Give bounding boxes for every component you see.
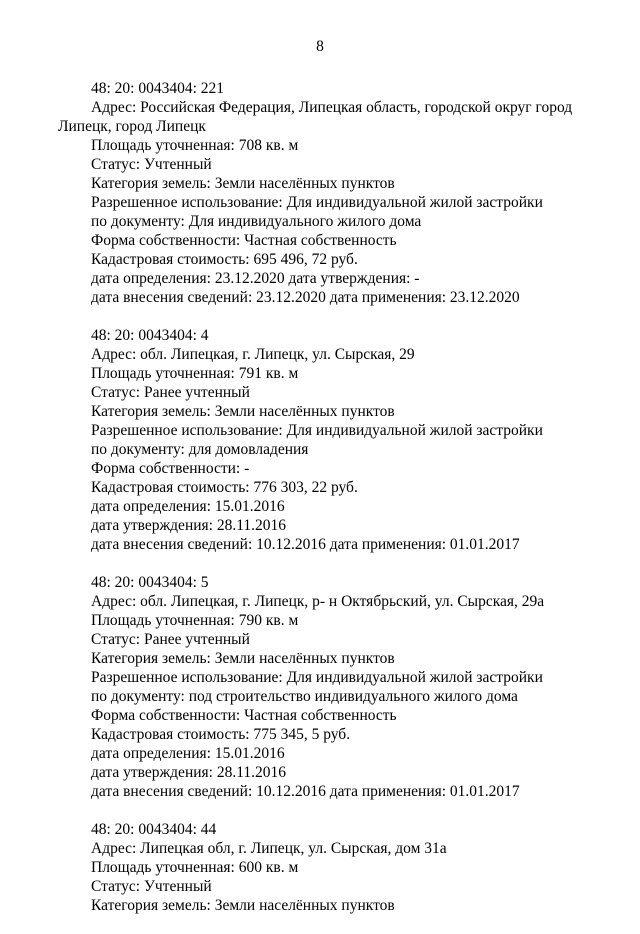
address: Адрес: обл. Липецкая, г. Липецк, ул. Сырская, 29	[91, 346, 415, 363]
area: Площадь уточненная: 790 кв. м	[91, 612, 299, 629]
address: Адрес: Российская Федерация, Липецкая область, городской округ город	[91, 99, 573, 116]
cadastral-number: 48: 20: 0043404: 221	[91, 80, 225, 97]
records-list	[0, 79, 640, 934]
cadastral-value: Кадастровая стоимость: 775 345, 5 руб.	[91, 726, 351, 743]
permitted-use: Разрешенное использование: Для индивидуальной жилой застройки	[91, 422, 543, 439]
cadastral-number: 48: 20: 0043404: 5	[91, 574, 209, 591]
entry-date: дата внесения сведений: 10.12.2016 дата применения: 01.01.2017	[91, 783, 520, 800]
permitted-use: Разрешенное использование: Для индивидуальной жилой застройки	[91, 669, 543, 686]
status: Статус: Учтенный	[91, 156, 212, 173]
by-document: по документу: под строительство индивидуального жилого дома	[91, 688, 518, 705]
cadastral-value: Кадастровая стоимость: 695 496, 72 руб.	[91, 251, 358, 268]
ownership-form: Форма собственности: Частная собственность	[91, 707, 397, 724]
entry-date: дата внесения сведений: 10.12.2016 дата применения: 01.01.2017	[91, 536, 520, 553]
entry-date: дата внесения сведений: 23.12.2020 дата применения: 23.12.2020	[91, 289, 520, 306]
address-continuation: Липецк, город Липецк	[58, 118, 206, 135]
land-record	[0, 326, 640, 554]
cadastral-number: 48: 20: 0043404: 44	[91, 821, 217, 838]
land-category: Категория земель: Земли населённых пунктов	[91, 175, 395, 192]
area: Площадь уточненная: 791 кв. м	[91, 365, 299, 382]
status: Статус: Ранее учтенный	[91, 384, 250, 401]
by-document: по документу: для домовладения	[91, 441, 309, 458]
cadastral-value: Кадастровая стоимость: 776 303, 22 руб.	[91, 479, 358, 496]
land-record	[0, 573, 640, 801]
approval-date: дата утверждения: 28.11.2016	[91, 517, 287, 534]
determination-date: дата определения: 23.12.2020 дата утверждения: -	[91, 270, 420, 287]
ownership-form: Форма собственности: -	[91, 460, 250, 477]
land-category: Категория земель: Земли населённых пунктов	[91, 403, 395, 420]
determination-date: дата определения: 15.01.2016	[91, 498, 285, 515]
determination-date: дата определения: 15.01.2016	[91, 745, 285, 762]
land-category: Категория земель: Земли населённых пунктов	[91, 897, 395, 914]
cadastral-number: 48: 20: 0043404: 4	[91, 327, 209, 344]
land-record	[0, 820, 640, 915]
area: Площадь уточненная: 708 кв. м	[91, 137, 299, 154]
status: Статус: Ранее учтенный	[91, 631, 250, 648]
land-record	[0, 79, 640, 307]
permitted-use: Разрешенное использование: Для индивидуальной жилой застройки	[91, 194, 543, 211]
ownership-form: Форма собственности: Частная собственность	[91, 232, 397, 249]
land-category: Категория земель: Земли населённых пунктов	[91, 650, 395, 667]
status: Статус: Учтенный	[91, 878, 212, 895]
by-document: по документу: Для индивидуального жилого дома	[91, 213, 422, 230]
area: Площадь уточненная: 600 кв. м	[91, 859, 299, 876]
address: Адрес: Липецкая обл, г. Липецк, ул. Сырская, дом 31а	[91, 840, 447, 857]
address: Адрес: обл. Липецкая, г. Липецк, р- н Октябрьский, ул. Сырская, 29а	[91, 593, 545, 610]
approval-date: дата утверждения: 28.11.2016	[91, 764, 287, 781]
page-number: 8	[316, 38, 324, 55]
